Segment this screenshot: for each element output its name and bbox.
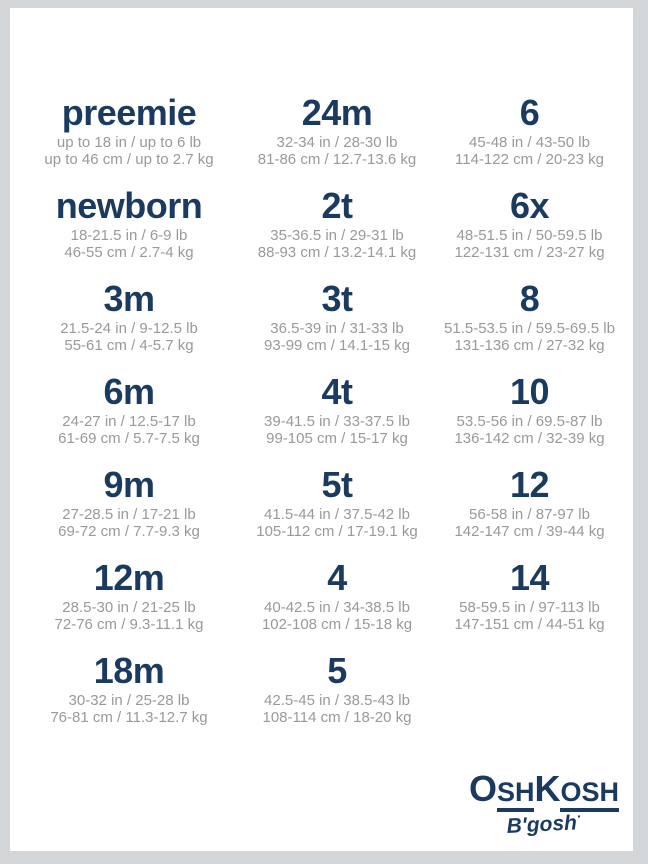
size-metric: 102-108 cm / 15-18 kg [261, 616, 413, 633]
bgosh-script [468, 806, 619, 841]
size-label: 6m [103, 371, 155, 412]
size-label: 5t [321, 464, 353, 505]
size-metric: 136-142 cm / 32-39 kg [454, 430, 605, 447]
size-label: 3t [321, 278, 353, 319]
size-metric: 131-136 cm / 27-32 kg [454, 337, 605, 354]
size-entry-newborn [10, 185, 248, 281]
size-imperial: 40-42.5 in / 34-38.5 lb [264, 599, 410, 616]
size-entry-10 [426, 371, 633, 467]
size-label: 14 [509, 557, 550, 598]
size-metric: 147-151 cm / 44-51 kg [454, 616, 605, 633]
size-entry-2t [248, 185, 426, 281]
size-imperial: 35-36.5 in / 29-31 lb [270, 227, 404, 244]
size-metric: 108-114 cm / 18-20 kg [262, 709, 412, 726]
size-label: 18m [93, 650, 165, 691]
size-entry-14 [426, 557, 633, 653]
size-entry-5 [248, 650, 426, 746]
size-grid [10, 8, 633, 746]
size-imperial: 27-28.5 in / 17-21 lb [62, 506, 196, 523]
wordmark-letter-k: K [534, 768, 561, 809]
size-imperial: 30-32 in / 25-28 lb [68, 692, 190, 709]
size-entry-6m [10, 371, 248, 467]
size-label: 4 [327, 557, 347, 598]
size-metric: 105-112 cm / 17-19.1 kg [256, 523, 418, 540]
size-label: 24m [301, 92, 373, 133]
oshkosh-wordmark [468, 768, 619, 809]
size-entry-4t [248, 371, 426, 467]
size-imperial: 56-58 in / 87-97 lb [469, 506, 590, 523]
size-label: preemie [61, 92, 197, 133]
size-label: 9m [103, 464, 155, 505]
size-label: 10 [509, 371, 550, 412]
size-metric: 76-81 cm / 11.3-12.7 kg [50, 709, 208, 726]
size-metric: 142-147 cm / 39-44 kg [454, 523, 605, 540]
size-metric: 99-105 cm / 15-17 kg [266, 430, 408, 447]
size-imperial: 21.5-24 in / 9-12.5 lb [60, 320, 198, 337]
trademark-dot: · [576, 808, 582, 825]
size-label: 6 [519, 92, 540, 133]
size-entry-3t [248, 278, 426, 374]
size-imperial: up to 18 in / up to 6 lb [56, 134, 202, 151]
size-label: 12 [509, 464, 550, 505]
size-metric: 55-61 cm / 4-5.7 kg [64, 337, 194, 354]
size-label: newborn [55, 185, 203, 226]
size-metric: 72-76 cm / 9.3-11.1 kg [54, 616, 204, 633]
size-label: 6x [509, 185, 550, 226]
size-imperial: 39-41.5 in / 33-37.5 lb [264, 413, 410, 430]
size-imperial: 28.5-30 in / 21-25 lb [62, 599, 196, 616]
size-metric: 88-93 cm / 13.2-14.1 kg [257, 244, 417, 261]
size-imperial: 41.5-44 in / 37.5-42 lb [264, 506, 410, 523]
size-label: 5 [327, 650, 347, 691]
size-label: 8 [519, 278, 540, 319]
size-entry-24m [248, 92, 426, 188]
size-entry-5t [248, 464, 426, 560]
size-entry-3m [10, 278, 248, 374]
size-entry-4 [248, 557, 426, 653]
size-entry-12 [426, 464, 633, 560]
size-imperial: 48-51.5 in / 50-59.5 lb [456, 227, 603, 244]
size-entry-6x [426, 185, 633, 281]
wordmark-sh: SH [497, 777, 535, 812]
size-entry-preemie [10, 92, 248, 188]
size-metric: 122-131 cm / 23-27 kg [454, 244, 605, 261]
size-metric: 61-69 cm / 5.7-7.5 kg [58, 430, 200, 447]
size-metric: 114-122 cm / 20-23 kg [455, 151, 604, 168]
size-entry-12m [10, 557, 248, 653]
size-chart-card [10, 8, 633, 851]
size-entry-18m [10, 650, 248, 746]
size-entry-6 [426, 92, 633, 188]
size-metric: 46-55 cm / 2.7-4 kg [64, 244, 194, 261]
wordmark-osh: OSH [560, 777, 619, 812]
size-imperial: 42.5-45 in / 38.5-43 lb [264, 692, 410, 709]
size-imperial: 45-48 in / 43-50 lb [469, 134, 590, 151]
size-imperial: 51.5-53.5 in / 59.5-69.5 lb [444, 320, 615, 337]
size-metric: up to 46 cm / up to 2.7 kg [44, 151, 214, 168]
size-metric: 81-86 cm / 12.7-13.6 kg [257, 151, 417, 168]
size-imperial: 32-34 in / 28-30 lb [276, 134, 398, 151]
size-imperial: 18-21.5 in / 6-9 lb [70, 227, 188, 244]
size-imperial: 58-59.5 in / 97-113 lb [459, 599, 600, 616]
size-label: 4t [321, 371, 353, 412]
size-imperial: 53.5-56 in / 69.5-87 lb [456, 413, 603, 430]
size-label: 12m [93, 557, 165, 598]
bgosh-text: B'gosh [505, 811, 578, 838]
size-label: 3m [103, 278, 155, 319]
size-metric: 93-99 cm / 14.1-15 kg [264, 337, 410, 354]
size-imperial: 24-27 in / 12.5-17 lb [62, 413, 196, 430]
size-entry-9m [10, 464, 248, 560]
size-metric: 69-72 cm / 7.7-9.3 kg [58, 523, 200, 540]
size-imperial: 36.5-39 in / 31-33 lb [270, 320, 404, 337]
wordmark-letter-o: O [468, 768, 497, 809]
size-entry-8 [426, 278, 633, 374]
size-label: 2t [321, 185, 353, 226]
oshkosh-bgosh-logo [468, 768, 619, 838]
